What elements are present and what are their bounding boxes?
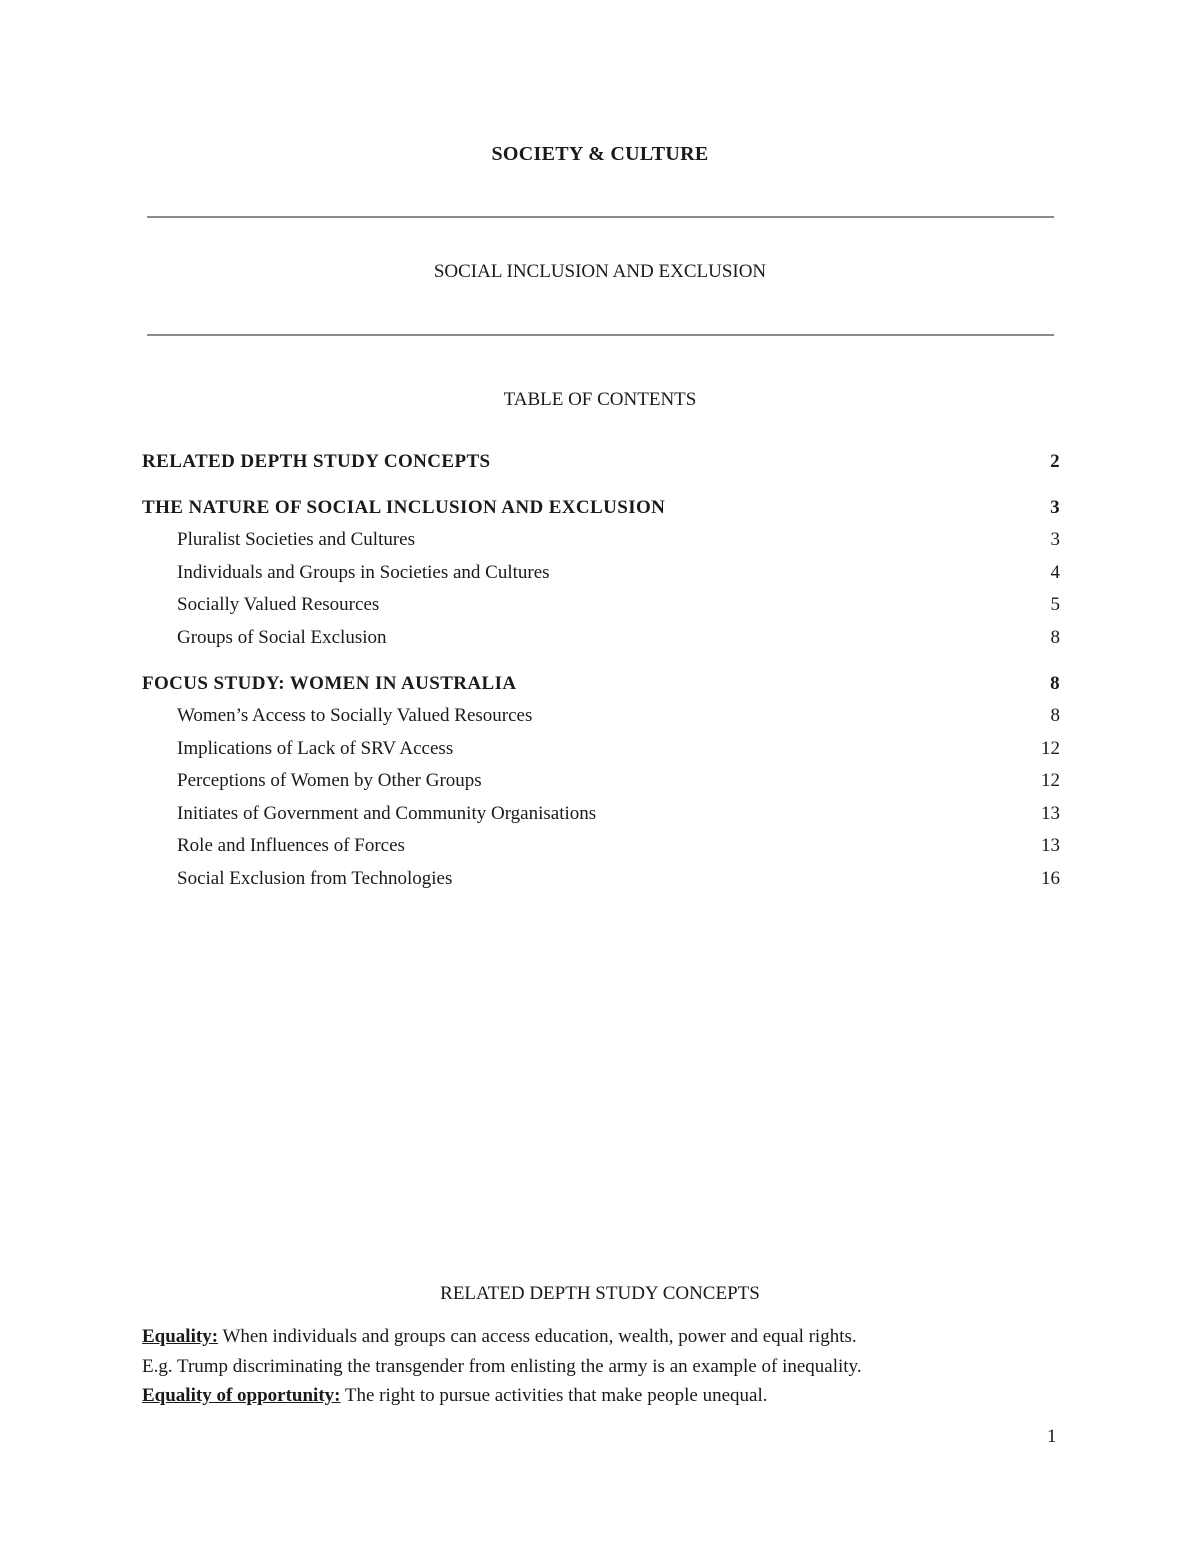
- toc-item-page: 12: [1041, 770, 1060, 791]
- table-of-contents: [142, 446, 1060, 895]
- opportunity-term: Equality of opportunity:: [142, 1385, 341, 1406]
- toc-item[interactable]: [142, 524, 1060, 557]
- toc-item[interactable]: [142, 622, 1060, 655]
- document-subtitle: SOCIAL INCLUSION AND EXCLUSION: [433, 261, 767, 282]
- toc-spacer: [142, 654, 1060, 668]
- document-title: SOCIETY & CULTURE: [491, 143, 709, 165]
- toc-item[interactable]: [142, 700, 1060, 733]
- toc-section-focus-study[interactable]: [142, 668, 1060, 700]
- toc-item-label: Perceptions of Women by Other Groups: [177, 770, 482, 791]
- toc-item-page: 4: [1050, 561, 1060, 583]
- toc-spacer: [142, 478, 1060, 492]
- concepts-heading: RELATED DEPTH STUDY CONCEPTS: [440, 1283, 760, 1304]
- toc-item[interactable]: [142, 863, 1060, 896]
- toc-item[interactable]: [142, 733, 1060, 766]
- title-divider-top: [147, 216, 1054, 218]
- toc-item-page: 12: [1041, 737, 1060, 759]
- toc-item[interactable]: [142, 830, 1060, 863]
- toc-item-label: Women’s Access to Socially Valued Resources: [177, 705, 533, 726]
- toc-section-page: 2: [1050, 451, 1060, 472]
- toc-item-label: Groups of Social Exclusion: [177, 626, 387, 648]
- title-divider-bottom: [147, 334, 1054, 336]
- toc-item[interactable]: [142, 557, 1060, 590]
- toc-item-page: 16: [1041, 867, 1060, 889]
- equality-text: When individuals and groups can access education, wealth, power and equal rights.: [218, 1326, 857, 1347]
- toc-item[interactable]: [142, 589, 1060, 622]
- toc-item-label: Pluralist Societies and Cultures: [177, 529, 416, 550]
- toc-item-label: Role and Influences of Forces: [177, 835, 405, 856]
- equality-definition: [142, 1322, 1062, 1352]
- toc-item-page: 13: [1041, 835, 1060, 856]
- toc-section-page: 8: [1050, 673, 1060, 694]
- toc-item-label: Socially Valued Resources: [177, 594, 380, 615]
- toc-item-page: 8: [1050, 626, 1060, 648]
- toc-section-label: FOCUS STUDY: WOMEN IN AUSTRALIA: [142, 673, 517, 694]
- toc-section-page: 3: [1050, 497, 1060, 518]
- toc-section-label: RELATED DEPTH STUDY CONCEPTS: [142, 451, 491, 472]
- toc-item-page: 3: [1050, 529, 1060, 550]
- toc-section-related-concepts[interactable]: [142, 446, 1060, 478]
- toc-heading: TABLE OF CONTENTS: [503, 389, 697, 410]
- toc-item[interactable]: [142, 765, 1060, 798]
- toc-item-label: Initiates of Government and Community Organisations: [177, 802, 597, 824]
- equality-term: Equality:: [142, 1326, 219, 1347]
- opportunity-text: The right to pursue activities that make people unequal.: [340, 1385, 768, 1406]
- toc-section-label: THE NATURE OF SOCIAL INCLUSION AND EXCLUSION: [142, 497, 666, 518]
- concepts-body: [142, 1322, 1062, 1411]
- toc-item-label: Social Exclusion from Technologies: [177, 867, 453, 889]
- page-number: 1: [1047, 1426, 1057, 1447]
- toc-item-page: 5: [1050, 594, 1060, 615]
- toc-item[interactable]: [142, 798, 1060, 831]
- toc-section-nature[interactable]: [142, 492, 1060, 524]
- opportunity-definition: [142, 1381, 1062, 1411]
- toc-item-label: Implications of Lack of SRV Access: [177, 737, 454, 759]
- toc-item-label: Individuals and Groups in Societies and Cultures: [177, 561, 550, 583]
- toc-item-page: 8: [1050, 705, 1060, 726]
- toc-item-page: 13: [1041, 802, 1060, 824]
- equality-example: E.g. Trump discriminating the transgender from enlisting the army is an example of inequality.: [142, 1355, 862, 1377]
